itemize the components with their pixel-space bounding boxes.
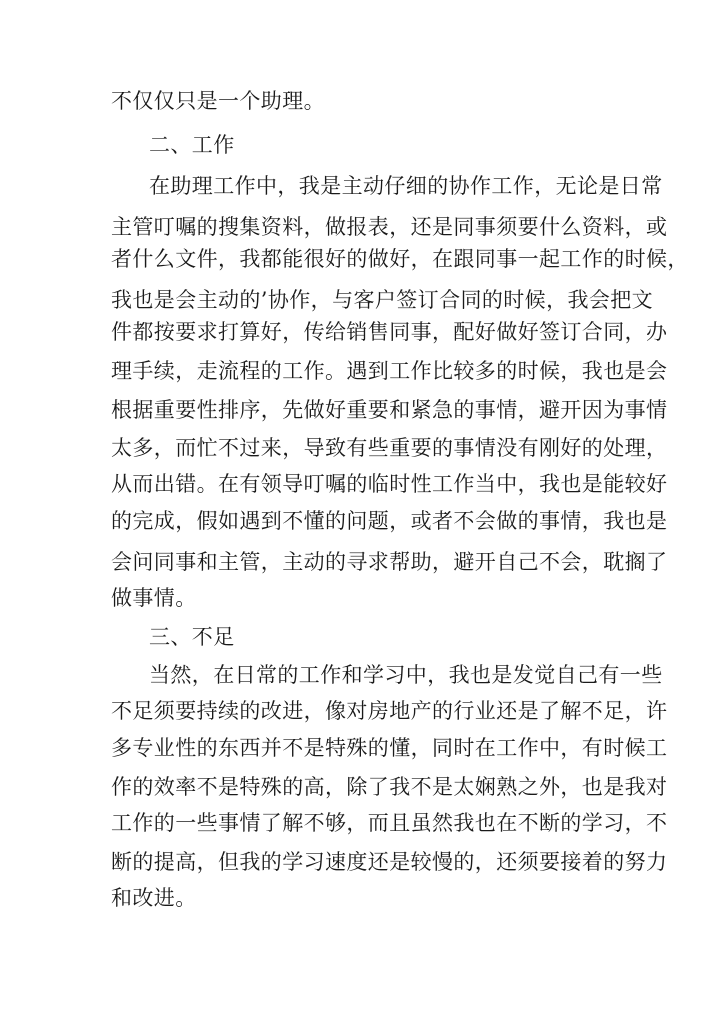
- paragraph-line: 理手续，走流程的工作。遇到工作比较多的时候，我也是会: [111, 359, 668, 383]
- paragraph-line: 和改进。: [111, 886, 197, 910]
- section-heading-work: 二、工作: [149, 133, 235, 157]
- paragraph-line: 断的提高，但我的学习速度还是较慢的，还须要接着的努力: [111, 850, 668, 874]
- paragraph-line: 不仅仅只是一个助理。: [111, 89, 325, 113]
- paragraph-line: 我也是会主动的’协作，与客户签订合同的时候，我会把文: [111, 288, 654, 312]
- paragraph-line: 太多，而忙不过来，导致有些重要的事情没有刚好的处理，: [111, 436, 668, 460]
- paragraph-line: 从而出错。在有领导叮嘱的临时性工作当中，我也是能较好: [111, 472, 668, 496]
- paragraph-line: 不足须要持续的改进，像对房地产的行业还是了解不足，许: [111, 699, 668, 723]
- paragraph-line: 的完成，假如遇到不懂的问题，或者不会做的事情，我也是: [111, 509, 668, 533]
- paragraph-line: 主管叮嘱的搜集资料，做报表，还是同事须要什么资料，或: [111, 215, 668, 239]
- paragraph-line: 件都按要求打算好，传给销售同事，配好做好签订合同，办: [111, 320, 668, 344]
- paragraph-line: 多专业性的东西并不是特殊的懂，同时在工作中，有时候工: [111, 736, 668, 760]
- paragraph-line: 做事情。: [111, 586, 197, 610]
- paragraph-line: 根据重要性排序，先做好重要和紧急的事情，避开因为事情: [111, 398, 668, 422]
- paragraph-line: 会问同事和主管，主动的寻求帮助，避开自己不会，耽搁了: [111, 550, 668, 574]
- paragraph-line: 者什么文件，我都能很好的做好，在跟同事一起工作的时候，: [111, 247, 689, 271]
- paragraph-line: 工作的一些事情了解不够，而且虽然我也在不断的学习，不: [111, 811, 668, 835]
- paragraph-line: 当然，在日常的工作和学习中，我也是发觉自己有一些: [149, 663, 663, 687]
- paragraph-line: 作的效率不是特殊的高，除了我不是太娴熟之外，也是我对: [111, 775, 668, 799]
- paragraph-line: 在助理工作中，我是主动仔细的协作工作，无论是日常: [149, 174, 663, 198]
- section-heading-shortcomings: 三、不足: [149, 625, 235, 649]
